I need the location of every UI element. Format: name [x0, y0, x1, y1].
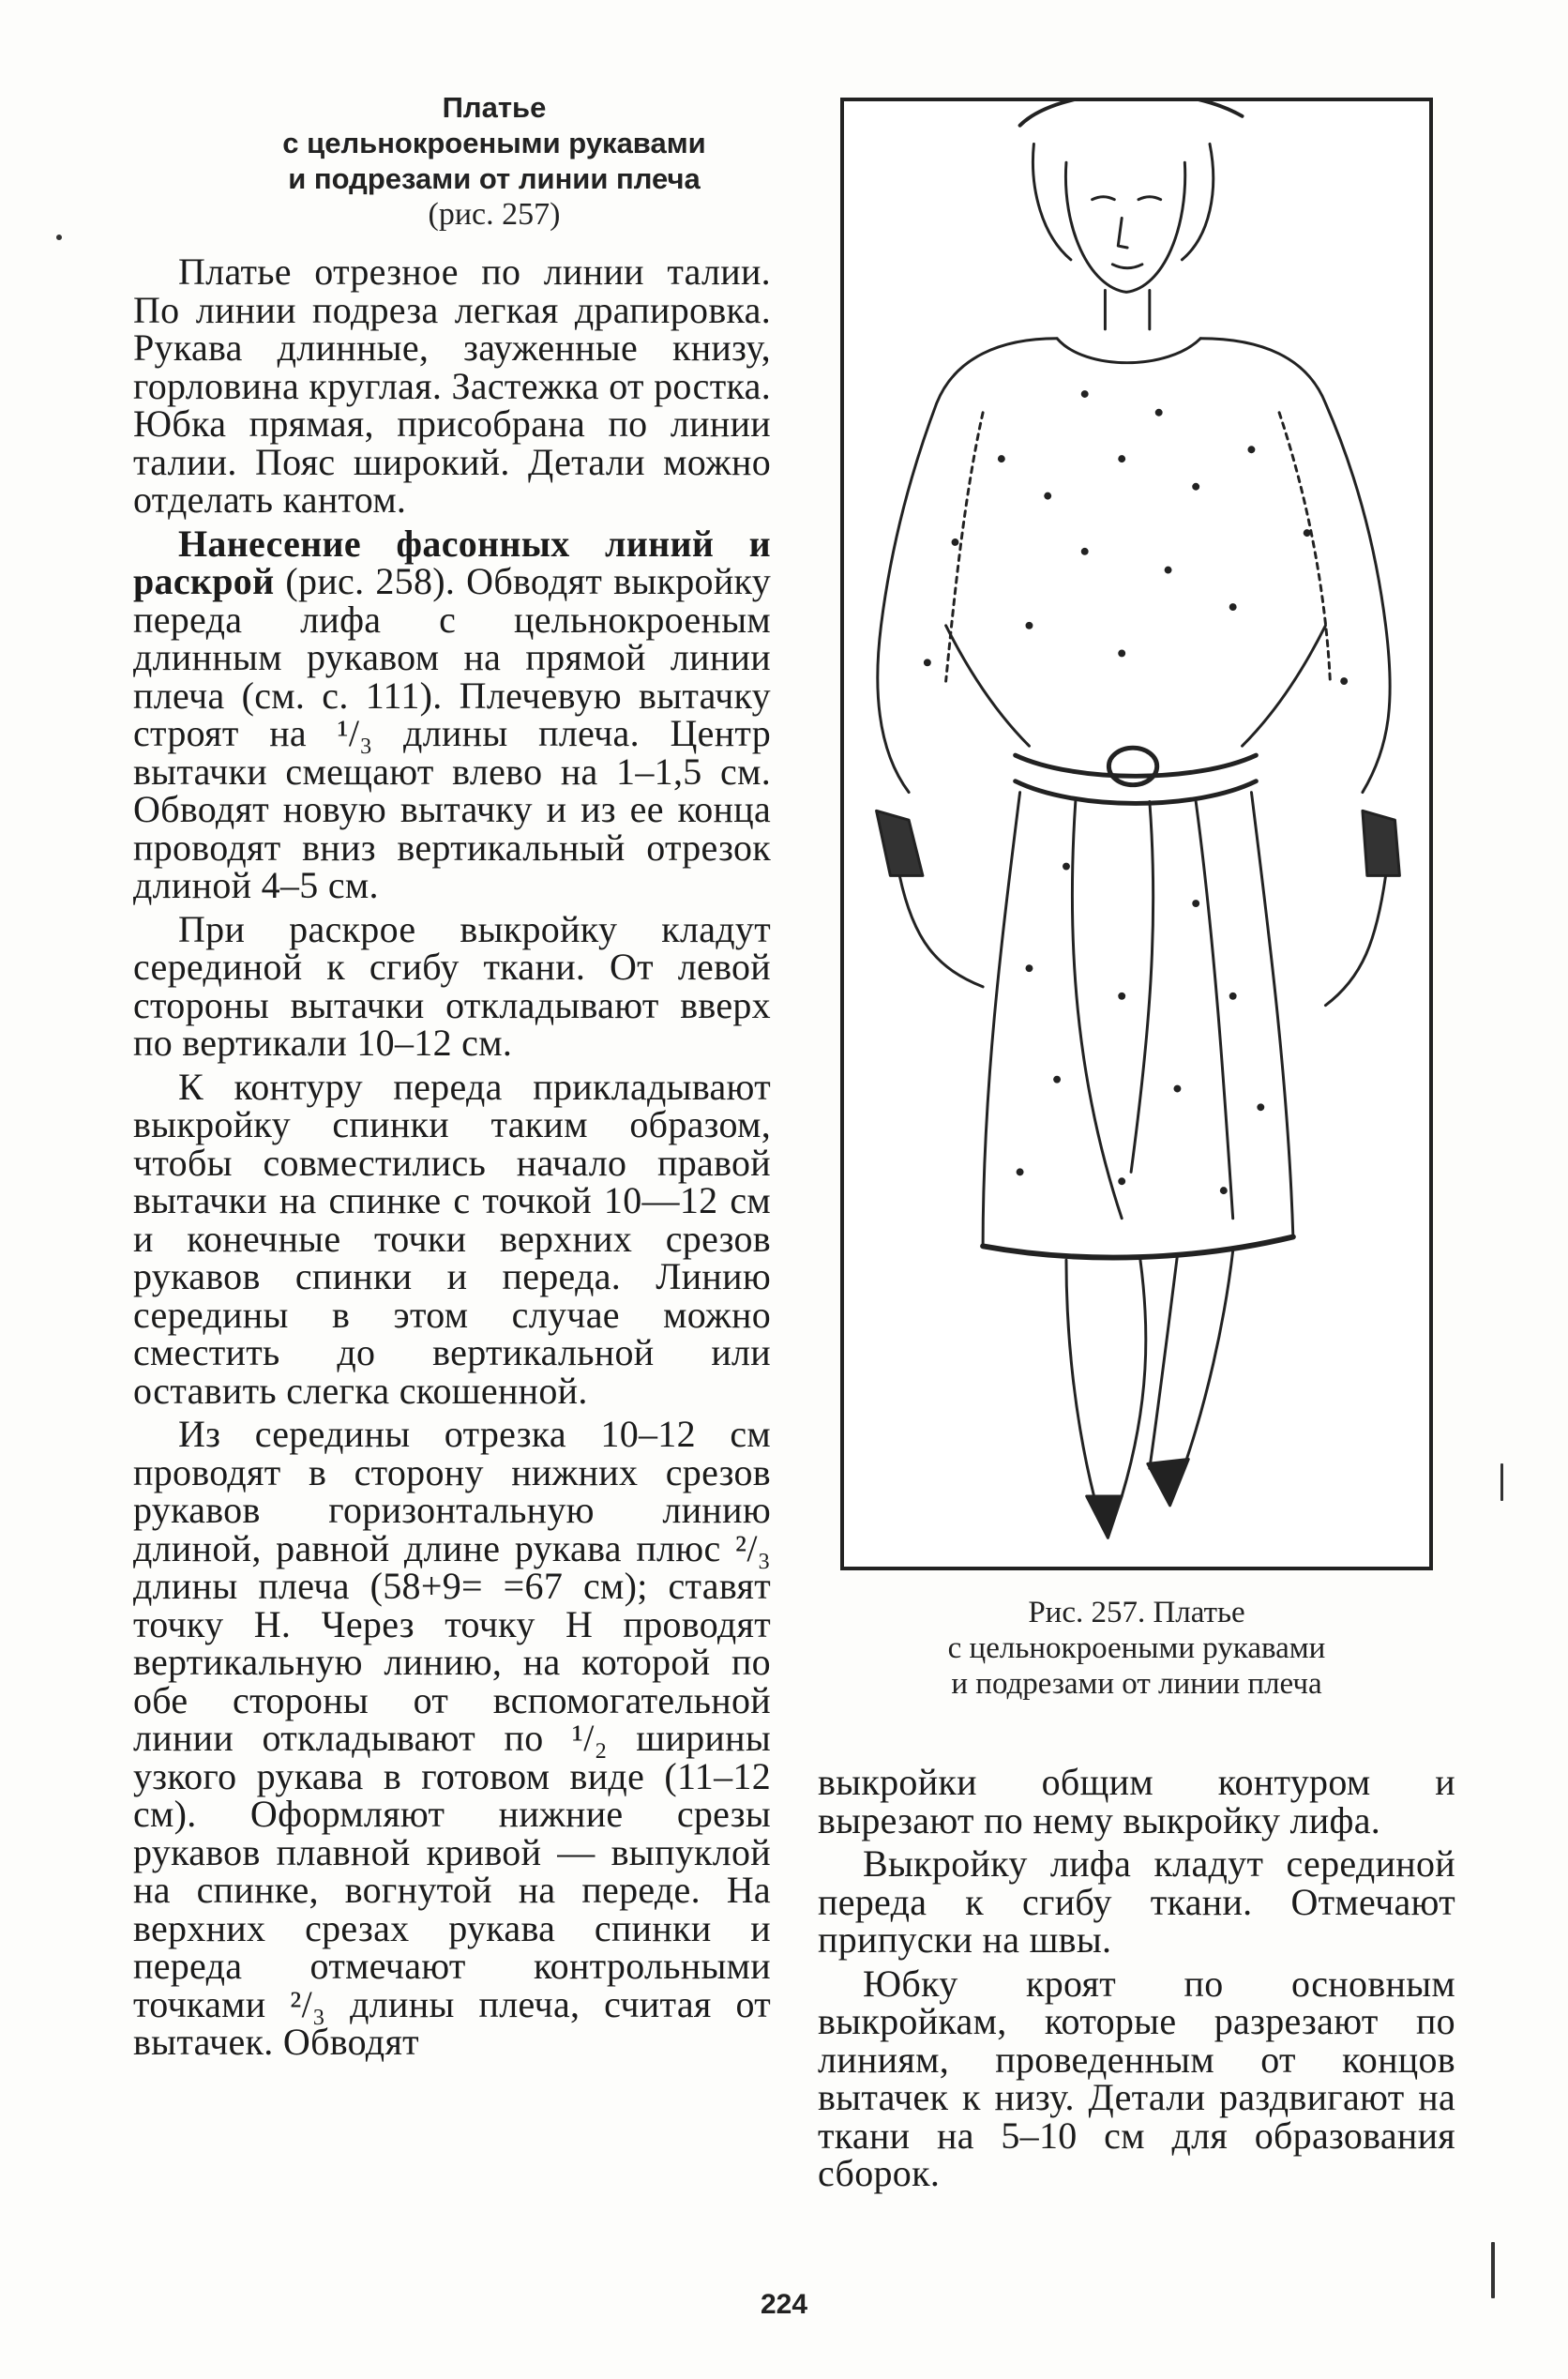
right-column: [818, 1761, 1455, 2194]
title-line-1: Платье: [442, 91, 547, 124]
paragraph-cutting-body: (рис. 258). Обводят выкройку переда лифа с цельнокроеным длинным рукавом на прямой линии плеча (см. с. 111). Плечевую вытачку строят на ¹/₃ длины плеча. Центр вытачки смещают влево на 1–1,5 см. Обводят новую вытачку и из ее конца проводят вниз вертикальный отрезок длиной 4–5 см.: [133, 560, 771, 906]
paragraph-back-pattern: К контуру переда прикладывают выкройку спинки таким образом, чтобы совместились начало правой вытачки на спинке с точкой 10—12 см и конечные точки верхних срезов рукавов спинки и переда. Линию середины в этом случае можно сместить до вертикальной или оставить слегка скошенной.: [133, 1065, 771, 1412]
paragraph-sleeve-line: Из середины отрезка 10–12 см проводят в сторону нижних срезов рукавов горизонтальную линию длиной, равной длине рукава плюс ²/₃ длины плеча (58+9= =67 см); ставят точку Н. Через точку Н проводят вертикальную линию, на которой по обе стороны от вспомогательной линии откладывают по ¹/₂ ширины узкого рукава в готовом виде (11–12 см). Оформляют нижние срезы рукавов плавной кривой — выпуклой на спинке, вогнутой на переде. На верхних срезах рукава спинки и переда отмечают контрольными точками ²/₃ длины плеча, считая от вытачек. Обводят: [133, 1413, 771, 2063]
page-number: 224: [760, 2289, 808, 2320]
caption-line-1: Рис. 257. Платье: [1028, 1596, 1245, 1629]
paragraph-skirt-cut: Юбку кроят по основным выкройкам, которые разрезают по линиям, проведенным от концов вытачек к низу. Детали раздвигают на ткани на 5–10 см для образования сборок.: [818, 1962, 1455, 2194]
figure-reference: (рис. 257): [428, 197, 561, 232]
section-title: [218, 90, 771, 233]
title-line-3: и подрезами от линии плеча: [288, 162, 701, 195]
left-column: [133, 90, 771, 2062]
dress-sketch-svg: [844, 101, 1429, 1567]
paragraph-bodice-layout: Выкройку лифа кладут серединой переда к сгибу ткани. Отмечают припуски на швы.: [818, 1842, 1455, 1961]
figure-caption: [818, 1595, 1455, 1702]
scan-speck: [1491, 2242, 1495, 2298]
scan-speck: [56, 235, 62, 240]
paragraph-layout: При раскрое выкройку кладут серединой к сгибу ткани. От левой стороны вытачки откладывают вверх по вертикали 10–12 см.: [133, 907, 771, 1064]
paragraph-heading: Нанесение фасонных линий и раскрой: [133, 522, 771, 602]
caption-line-2: с цельнокроеными рукавами: [947, 1631, 1326, 1665]
dress-illustration: [840, 98, 1433, 1570]
paragraph-description: Платье отрезное по линии талии. По линии подреза легкая драпировка. Рукава длинные, зауженные книзу, горловина круглая. Застежка от ростка. Юбка прямая, присобрана по линии талии. Пояс широкий. Детали можно отделать кантом.: [133, 250, 771, 521]
paragraph-continuation: выкройки общим контуром и вырезают по нему выкройку лифа.: [818, 1761, 1455, 1841]
scan-speck: [1500, 1463, 1503, 1501]
title-line-2: с цельнокроеными рукавами: [282, 127, 706, 159]
paragraph-cutting: [133, 522, 771, 906]
caption-line-3: и подрезами от линии плеча: [951, 1667, 1322, 1701]
